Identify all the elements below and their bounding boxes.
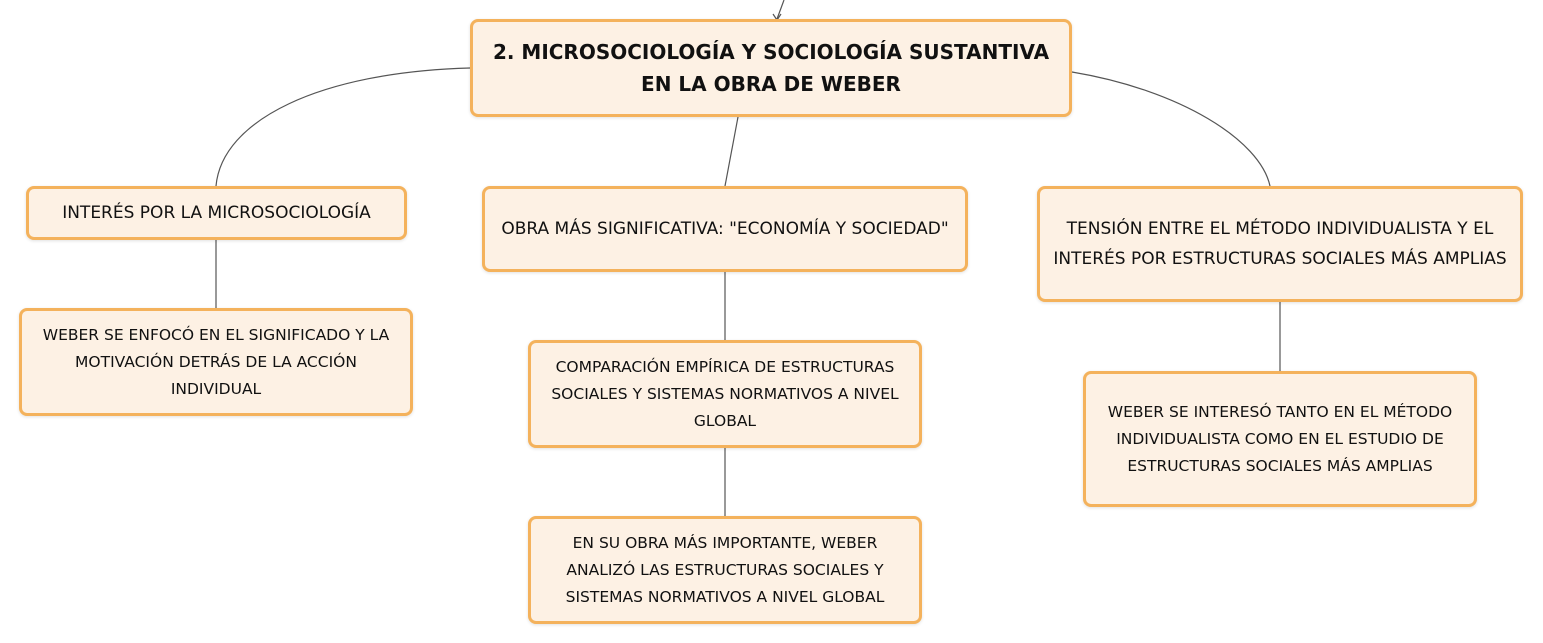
topic-node-tension-metodo[interactable] [1037,186,1523,302]
topic-text: TENSIÓN ENTRE EL MÉTODO INDIVIDUALISTA Y EL INTERÉS POR ESTRUCTURAS SOCIALES MÁS AMPLIAS [1053,219,1507,269]
subtopic-node-comparacion-empirica[interactable] [528,340,922,448]
connector-root-to-obra [725,117,738,186]
subtopic-text: WEBER SE INTERESÓ TANTO EN EL MÉTODO INDIVIDUALISTA COMO EN EL ESTUDIO DE ESTRUCTURAS SOCIALES MÁS AMPLIAS [1107,402,1453,475]
root-topic-text: 2. MICROSOCIOLOGÍA Y SOCIOLOGÍA SUSTANTIVA EN LA OBRA DE WEBER [492,40,1050,96]
topic-node-obra-significativa[interactable] [482,186,968,272]
topic-text: OBRA MÁS SIGNIFICATIVA: "ECONOMÍA Y SOCIEDAD" [501,219,949,239]
subtopic-node-weber-analizo[interactable] [528,516,922,624]
subtopic-node-weber-significado[interactable] [19,308,413,416]
topic-text: INTERÉS POR LA MICROSOCIOLOGÍA [62,203,371,223]
subtopic-text: EN SU OBRA MÁS IMPORTANTE, WEBER ANALIZÓ LAS ESTRUCTURAS SOCIALES Y SISTEMAS NORMATIVOS A NIVEL GLOBAL [565,533,885,606]
connector-incoming-root [777,0,784,19]
connector-root-to-interes [216,68,470,186]
connector-root-to-tension [1072,72,1270,186]
subtopic-text: COMPARACIÓN EMPÍRICA DE ESTRUCTURAS SOCIALES Y SISTEMAS NORMATIVOS A NIVEL GLOBAL [551,357,899,430]
topic-node-interes-microsociologia[interactable] [26,186,407,240]
subtopic-text: WEBER SE ENFOCÓ EN EL SIGNIFICADO Y LA MOTIVACIÓN DETRÁS DE LA ACCIÓN INDIVIDUAL [42,325,390,398]
root-topic-node[interactable] [470,19,1072,117]
subtopic-node-weber-intereso[interactable] [1083,371,1477,507]
